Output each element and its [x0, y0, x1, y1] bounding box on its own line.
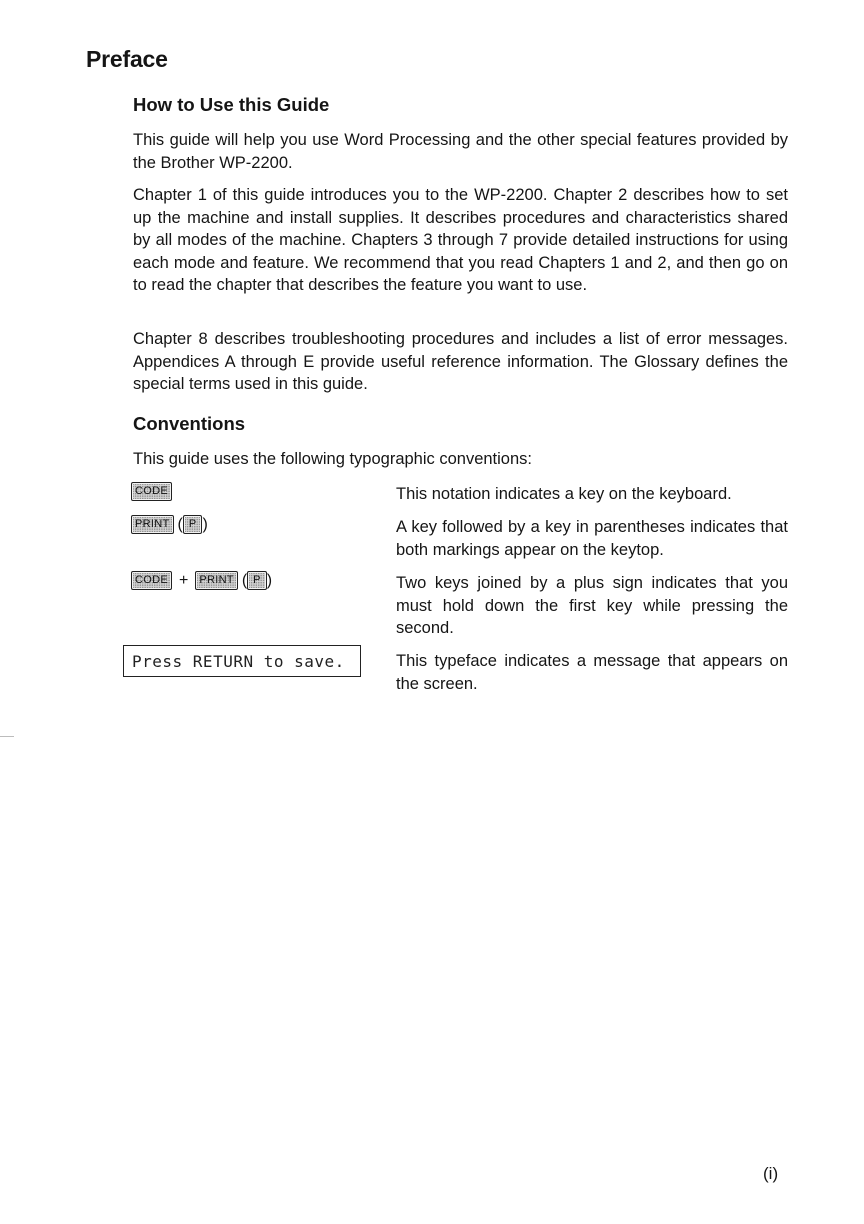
- convention-keytop-example: [131, 515, 208, 534]
- convention-keytop-description: A key followed by a key in parentheses indicates that both markings appear on the keytop.: [396, 518, 788, 559]
- margin-mark: [0, 736, 14, 737]
- convention-key-description: This notation indicates a key on the keyboard.: [396, 485, 732, 503]
- p-key-icon: P: [183, 515, 203, 534]
- p-key-icon: P: [247, 571, 267, 590]
- conventions-intro: This guide uses the following typographic conventions:: [133, 450, 532, 468]
- convention-screen-description: This typeface indicates a message that appears on the screen.: [396, 652, 788, 693]
- print-key-icon: PRINT: [195, 571, 238, 590]
- convention-combo-example: [131, 571, 272, 590]
- close-paren: ): [266, 571, 273, 589]
- chapters-paragraph: Chapter 1 of this guide introduces you to the WP-2200. Chapter 2 describes how to set up the machine and install supplies. It describes procedures and characteristics shared by all modes of the machine. Chapters 3 through 7 provide detailed instructions for using each mode and feature. We recommend that you read Chapters 1 and 2, and then go on to read the chapter that describes the feature you want to use.: [133, 186, 788, 294]
- code-key-icon: CODE: [131, 482, 172, 501]
- open-paren: (: [177, 515, 183, 533]
- intro-paragraph: This guide will help you use Word Processing and the other special features provided by the Brother WP-2200.: [133, 131, 788, 172]
- close-paren: ): [202, 515, 208, 533]
- appendices-paragraph: Chapter 8 describes troubleshooting procedures and includes a list of error messages. Appendices A through E provide useful reference information. The Glossary defines the special terms used in this guide.: [133, 330, 788, 393]
- convention-key-example: [131, 482, 172, 501]
- section-heading-how-to-use: How to Use this Guide: [133, 94, 330, 115]
- print-key-icon: PRINT: [131, 515, 174, 534]
- page-title: Preface: [86, 46, 168, 72]
- screen-message-example: Press RETURN to save.: [123, 645, 361, 677]
- page-number: (i): [763, 1164, 779, 1183]
- open-paren: (: [241, 571, 248, 589]
- convention-combo-description: Two keys joined by a plus sign indicates that you must hold down the first key while pressing the second.: [396, 574, 788, 637]
- section-heading-conventions: Conventions: [133, 413, 246, 434]
- plus-sign: +: [178, 571, 189, 589]
- code-key-icon: CODE: [131, 571, 172, 590]
